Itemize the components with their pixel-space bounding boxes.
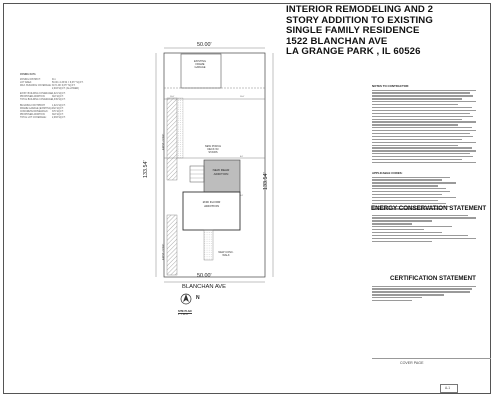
second-floor-label: 2ND FLOOR ADDITION xyxy=(202,200,221,208)
fine-print-line xyxy=(372,98,462,99)
zoning-data xyxy=(20,74,100,120)
svg-text:6.0': 6.0' xyxy=(240,156,244,158)
zoning-row xyxy=(20,117,100,120)
fine-print-line xyxy=(372,215,468,216)
fine-print-line xyxy=(372,136,473,137)
zoning-row-label: MAX. BUILDING COVERAGE: xyxy=(20,84,52,87)
fine-print-line xyxy=(372,150,476,151)
codes-heading: APPLICABLE CODES: xyxy=(372,171,403,175)
cert-lines xyxy=(372,286,482,302)
title-line-5: LA GRANGE PARK , IL 60526 xyxy=(286,46,421,58)
fine-print-line xyxy=(372,229,424,230)
zoning-heading: ZONING DATA xyxy=(20,74,36,76)
zoning-row-label: EXIST. BUILDING COVERAGE: xyxy=(20,93,53,96)
fine-print-line xyxy=(372,92,470,93)
zoning-row-value: 1,021 SQ.FT. xyxy=(52,104,66,107)
fine-print-line xyxy=(372,145,458,146)
fine-print-line xyxy=(372,286,476,287)
fine-print-line xyxy=(372,159,462,160)
north-arrow-icon xyxy=(180,293,192,305)
fine-print-line xyxy=(372,300,412,301)
zoning-row-label: PROPOSED ADDITION: xyxy=(20,113,46,116)
energy-lines xyxy=(372,215,482,242)
fine-print-line xyxy=(372,203,446,204)
energy-title: ENERGY CONSERVATION STATEMENT xyxy=(371,205,487,212)
fine-print-line xyxy=(372,188,446,189)
fine-print-line xyxy=(372,223,412,224)
fine-print-line xyxy=(372,191,450,192)
fine-print-line xyxy=(372,147,472,148)
zoning-row-value: 2,083 SQ.FT. xyxy=(52,116,66,119)
zoning-row-value: 318 SQ.FT. xyxy=(52,96,64,99)
title-line-3: SINGLE FAMILY RESIDENCE xyxy=(286,25,420,37)
fine-print-line xyxy=(372,90,476,91)
fine-print-line xyxy=(372,226,452,227)
svg-text:6.0': 6.0' xyxy=(240,195,244,197)
fine-print-line xyxy=(372,220,432,221)
notes-section xyxy=(372,84,482,163)
porch-stairs-label: NEW PORCH DECK W/ STAIRS xyxy=(204,145,222,154)
zoning-row-label: CONCRETE DRIVE/WALK: xyxy=(20,110,49,113)
fine-print-line xyxy=(372,124,458,125)
fine-print-line xyxy=(372,130,476,131)
fine-print-line xyxy=(372,235,468,236)
fine-print-line xyxy=(372,185,438,186)
fine-print-line xyxy=(372,107,472,108)
fine-print-line xyxy=(372,288,472,289)
garage-label: EXISTING FRAME GARAGE xyxy=(193,60,207,69)
notes-lines xyxy=(372,90,482,164)
zoning-row-label: LOT AREA: xyxy=(20,81,32,84)
zoning-row-value: 318 SQ.FT. xyxy=(52,113,64,116)
svg-text:10.0': 10.0' xyxy=(240,96,245,98)
fine-print-line xyxy=(372,113,470,114)
zoning-row-label xyxy=(20,88,52,91)
fine-print-line xyxy=(372,116,473,117)
title-line-2: STORY ADDITION TO EXISTING xyxy=(286,14,433,26)
fine-print-line xyxy=(372,241,432,242)
fine-print-line xyxy=(372,156,473,157)
fine-print-line xyxy=(372,119,462,120)
fine-print-line xyxy=(372,197,456,198)
fine-print-line xyxy=(372,153,470,154)
notes-heading: NOTES TO CONTRACTOR: xyxy=(372,84,409,88)
street-name: BLANCHAN AVE xyxy=(182,284,227,290)
zoning-row-label: TOTAL BUILDING COVERAGE: xyxy=(20,99,53,102)
zoning-row-value: 2,003 SQ.FT. (ALLOWED) xyxy=(52,87,79,90)
zoning-row-label: PROPOSED ADDITION: xyxy=(20,96,46,99)
fine-print-line xyxy=(372,182,456,183)
fine-print-line xyxy=(372,104,458,105)
title-line-4: 1522 BLANCHAN AVE xyxy=(286,35,388,47)
new-conc-walk xyxy=(204,230,213,260)
fine-print-line xyxy=(372,162,476,163)
plan-caption xyxy=(178,310,192,316)
project-title xyxy=(286,5,491,58)
exist-conc-lower-drive xyxy=(167,215,177,275)
codes-section xyxy=(372,171,482,210)
new-walk-label: NEW CONC. WALK xyxy=(218,251,234,257)
fine-print-line xyxy=(372,133,470,134)
zoning-row-value: 30 % OF 6,677 SQ.FT. xyxy=(52,84,76,87)
title-line-1: INTERIOR REMODELING AND 2 xyxy=(286,4,434,15)
fine-print-line xyxy=(372,121,476,122)
fine-print-line xyxy=(372,127,472,128)
exist-conc-upper-label: EXIST. CONC xyxy=(162,133,165,150)
upper-drive-strip xyxy=(177,98,183,158)
rear-addition-label: NEW REAR ADDITION xyxy=(212,168,230,176)
top-dimension: 50.00' xyxy=(197,42,212,48)
zoning-row-value: 1,339 SQ.FT. xyxy=(52,99,66,102)
sheet-footer-line xyxy=(372,358,491,359)
zoning-row-value: 462 SQ.FT. xyxy=(52,107,64,110)
right-dimension: 133.54' xyxy=(263,172,269,190)
left-dimension: 133.54' xyxy=(143,160,149,178)
fine-print-line xyxy=(372,139,462,140)
certification-body xyxy=(372,284,482,301)
zoning-row-value: 1,021 SQ.FT. xyxy=(52,93,66,96)
fine-print-line xyxy=(372,179,442,180)
sheet-number: A-1 xyxy=(445,386,450,390)
fine-print-line xyxy=(372,297,422,298)
zoning-row-label: BUILDING FOOTPRINT: xyxy=(20,104,46,107)
fine-print-line xyxy=(372,238,476,239)
exist-conc-upper-walk xyxy=(167,98,177,180)
zoning-row-label: FRAME GARAGE (EXISTING): xyxy=(20,107,53,110)
fine-print-line xyxy=(372,291,470,292)
zoning-row-value: R-1 xyxy=(52,78,56,81)
second-floor-addition xyxy=(183,192,240,230)
fine-print-line xyxy=(372,232,442,233)
zoning-row xyxy=(20,99,100,102)
fine-print-line xyxy=(372,217,476,218)
zoning-row-label: ZONING DISTRICT: xyxy=(20,78,41,81)
fine-print-line xyxy=(372,95,473,96)
fine-print-line xyxy=(372,177,450,178)
fine-print-line xyxy=(372,101,476,102)
energy-body xyxy=(372,213,482,242)
north-label: N xyxy=(196,295,200,301)
svg-text:10.0': 10.0' xyxy=(170,96,175,98)
plan-caption-scale: 1" = 20'-0" xyxy=(178,314,189,316)
plan-caption-title: SITE PLAN xyxy=(178,310,192,313)
fine-print-line xyxy=(372,142,476,143)
fine-print-line xyxy=(372,194,442,195)
fine-print-line xyxy=(372,110,476,111)
zoning-row-value: 370 SQ.FT. xyxy=(52,110,64,113)
north-arrow xyxy=(180,292,192,310)
exist-conc-lower-label: EXIST. CONC xyxy=(162,243,165,260)
bottom-dimension: 50.00' xyxy=(197,273,212,279)
zoning-row-label: TOTAL LOT COVERAGE: xyxy=(20,116,47,119)
fine-print-line xyxy=(372,200,438,201)
zoning-row xyxy=(20,88,100,91)
zoning-rows xyxy=(20,79,100,120)
fine-print-line xyxy=(372,294,444,295)
certification-title: CERTIFICATION STATEMENT xyxy=(390,275,476,282)
sheet-name: COVER PAGE xyxy=(400,361,424,365)
zoning-row-value: 50.00 x 133.54 = 6,677 SQ.FT. xyxy=(52,81,84,84)
